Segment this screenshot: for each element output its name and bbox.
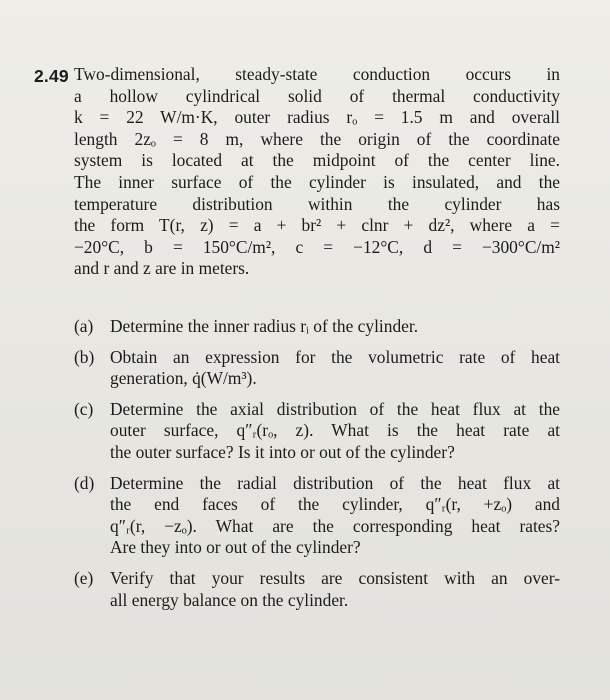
part-b (74, 347, 560, 390)
part-line: Obtain an expression for the volumetric rate of heat (110, 346, 560, 367)
statement-line: Two-dimensional, steady-state conduction occurs in (74, 64, 560, 84)
part-line: outer surface, q″ᵣ(rₒ, z). What is the heat rate at (110, 420, 560, 441)
statement-line: −20°C, b = 150°C/m², c = −12°C, d = −300°C/m² (74, 236, 560, 257)
part-line: all energy balance on the cylinder. (110, 589, 349, 610)
part-line: Determine the inner radius rᵢ of the cylinder. (110, 316, 419, 336)
statement-line: system is located at the midpoint of the center line. (74, 150, 560, 171)
part-label: (d) (74, 472, 95, 493)
part-line: q″ᵣ(r, −zₒ). What are the corresponding heat rates? (110, 515, 560, 536)
part-line: Verify that your results are consistent with an over- (110, 567, 560, 588)
part-label: (e) (74, 567, 94, 588)
statement-line: The inner surface of the cylinder is insulated, and the (74, 171, 560, 192)
part-label: (a) (74, 316, 94, 336)
part-line: Are they into or out of the cylinder? (110, 537, 361, 558)
part-line: the outer surface? Is it into or out of the cylinder? (110, 441, 455, 462)
statement-line: a hollow cylindrical solid of thermal conductivity (74, 85, 560, 106)
part-line: generation, q̇(W/m³). (110, 368, 257, 389)
part-label: (b) (74, 346, 95, 367)
part-a (74, 316, 560, 338)
statement-line: and r and z are in meters. (74, 258, 250, 279)
statement-line: the form T(r, z) = a + br² + clnr + dz², where a = (74, 215, 560, 236)
part-label: (c) (74, 398, 94, 419)
part-line: Determine the radial distribution of the heat flux at (110, 472, 560, 493)
statement-line: k = 22 W/m·K, outer radius rₒ = 1.5 m and overall (74, 107, 560, 128)
part-d (74, 473, 560, 559)
part-line: the end faces of the cylinder, q″ᵣ(r, +zₒ) and (110, 494, 560, 515)
statement-line: length 2zₒ = 8 m, where the origin of the coordinate (74, 128, 560, 149)
part-e (74, 568, 560, 611)
problem-parts (74, 316, 560, 620)
part-c (74, 399, 560, 464)
part-line: Determine the axial distribution of the heat flux at the (110, 398, 560, 419)
statement-line: temperature distribution within the cylinder has (74, 193, 560, 214)
problem-statement (74, 64, 560, 280)
problem-number: 2.49 (34, 66, 69, 86)
